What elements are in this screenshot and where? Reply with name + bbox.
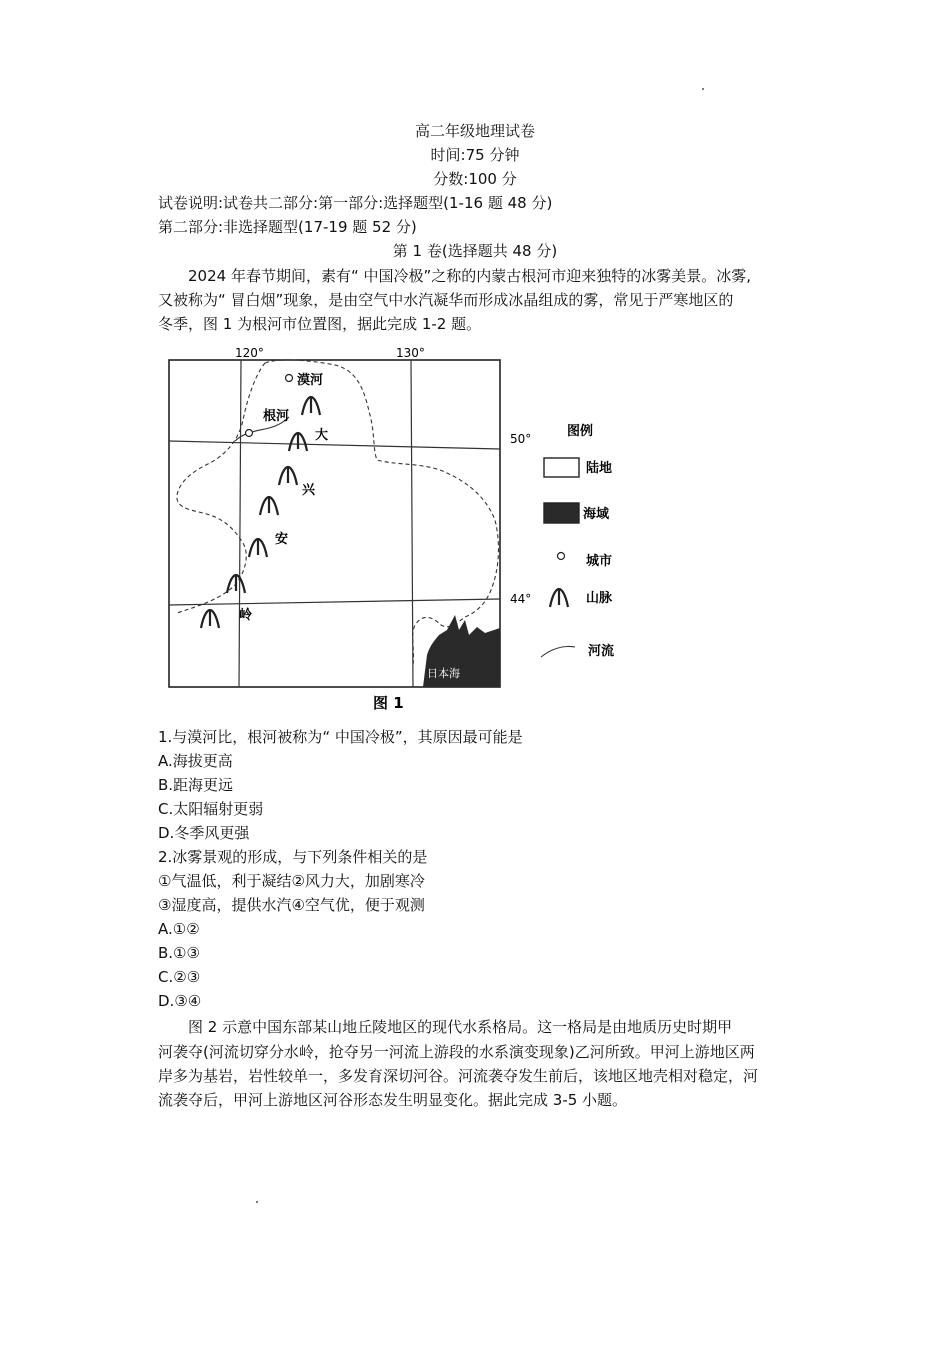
legend-mountain-icon [550, 589, 568, 607]
q2-conditions-1: ①气温低，利于凝结②风力大，加剧寒冷 [158, 872, 425, 890]
legend-sea-label: 海域 [583, 507, 610, 522]
q2-stem: 2.冰雾景观的形成，与下列条件相关的是 [158, 848, 428, 866]
instructions-line-1: 试卷说明:试卷共二部分:第一部分:选择题型(1-16 题 48 分) [158, 194, 553, 212]
lat-label-50: 50° [510, 432, 532, 446]
q1-option-a: A.海拔更高 [158, 752, 233, 770]
map-svg [165, 345, 635, 715]
legend [541, 423, 614, 659]
q2-option-c: C.②③ [158, 968, 201, 986]
range-char-ling: 岭 [239, 608, 253, 623]
legend-land-label: 陆地 [586, 461, 613, 476]
intro-1-line-3: 冬季，图 1 为根河市位置图，据此完成 1-2 题。 [158, 315, 482, 333]
legend-river-icon [541, 646, 575, 657]
q2-option-d: D.③④ [158, 992, 202, 1010]
q1-stem: 1.与漠河比，根河被称为“ 中国冷极”，其原因最可能是 [158, 728, 523, 746]
sea-label: 日本海 [427, 667, 460, 680]
q2-conditions-2: ③湿度高，提供水汽④空气优，便于观测 [158, 896, 425, 914]
figure-1-caption: 图 1 [373, 694, 404, 712]
city-mohe-label: 漠河 [297, 373, 324, 388]
legend-land-swatch [544, 458, 579, 477]
exam-score: 分数:100 分 [433, 170, 517, 188]
q1-option-b: B.距海更远 [158, 776, 234, 794]
exam-time: 时间:75 分钟 [430, 146, 520, 164]
legend-city-icon [558, 553, 565, 560]
q2-option-b: B.①③ [158, 944, 200, 962]
city-genhe-marker [246, 430, 253, 437]
exam-title: 高二年级地理试卷 [414, 122, 535, 140]
range-char-da: 大 [315, 428, 329, 443]
intro-1-line-1: 2024 年春节期间，素有“ 中国冷极”之称的内蒙古根河市迎来独特的冰雾美景。冰雾, [188, 267, 752, 285]
intro-2-line-1: 图 2 示意中国东部某山地丘陵地区的现代水系格局。这一格局是由地质历史时期甲 [188, 1018, 733, 1036]
lon-label-120: 120° [235, 346, 264, 360]
range-char-an: 安 [275, 532, 289, 547]
legend-title: 图例 [567, 424, 594, 439]
intro-2-line-3: 岸多为基岩，岩性较单一，多发育深切河谷。河流袭夺发生前后，该地区地壳相对稳定，河 [158, 1067, 759, 1085]
legend-city-label: 城市 [586, 554, 613, 569]
lon-label-130: 130° [396, 346, 425, 360]
legend-sea-swatch [544, 503, 579, 523]
intro-2-line-4: 流袭夺后，甲河上游地区河谷形态发生明显变化。据此完成 3-5 小题。 [158, 1091, 628, 1109]
city-mohe-marker [286, 375, 293, 382]
legend-mountain-label: 山脉 [586, 591, 613, 606]
lat-label-44: 44° [510, 592, 532, 606]
scan-speck [702, 88, 704, 90]
city-genhe-label: 根河 [263, 409, 290, 424]
intro-2-line-2: 河袭夺(河流切穿分水岭，抢夺另一河流上游段的水系演变现象)乙河所致。甲河上游地区两 [158, 1043, 755, 1061]
q1-option-d: D.冬季风更强 [158, 824, 250, 842]
section-1-title: 第 1 卷(选择题共 48 分) [392, 242, 558, 260]
instructions-line-2: 第二部分:非选择题型(17-19 题 52 分) [158, 218, 417, 236]
intro-1-line-2: 又被称为“ 冒白烟”现象，是由空气中水汽凝华而形成冰晶组成的雾，常见于严寒地区的 [158, 291, 734, 309]
q2-option-a: A.①② [158, 920, 200, 938]
q1-option-c: C.太阳辐射更弱 [158, 800, 264, 818]
scan-speck [256, 1201, 258, 1203]
figure-1-map [165, 345, 635, 715]
range-char-xing: 兴 [302, 483, 316, 498]
legend-river-label: 河流 [588, 644, 615, 659]
